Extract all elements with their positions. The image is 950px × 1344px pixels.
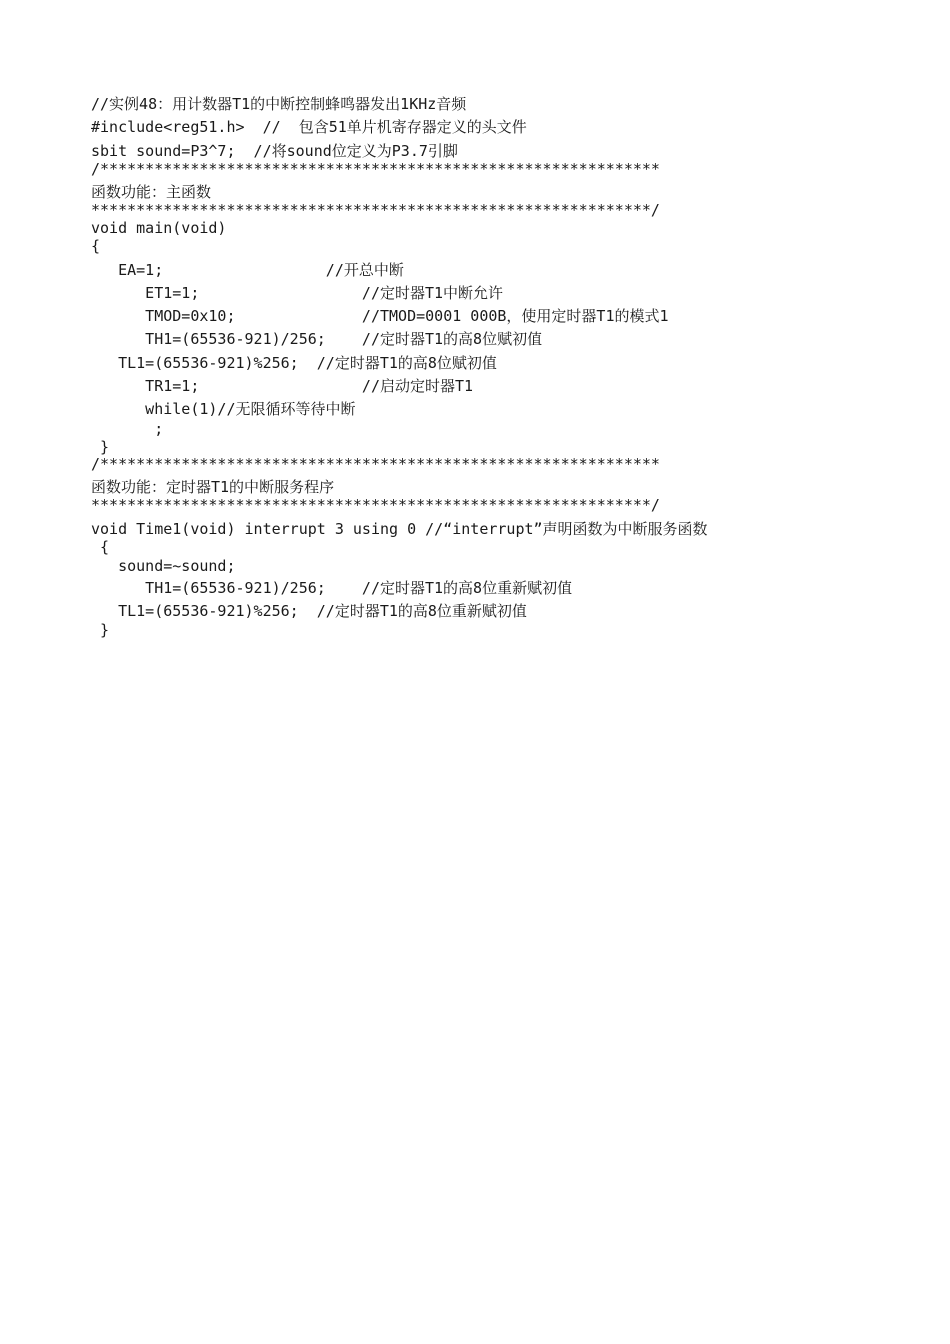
- comment-main-function: 函数功能：主函数: [91, 183, 212, 201]
- comment-isr-function: 函数功能：定时器T1的中断服务程序: [91, 478, 335, 496]
- code-line-et1: ET1=1; //定时器T1中断允许: [91, 284, 504, 302]
- comment-border-open: /**************************************************************: [91, 160, 660, 178]
- comment-border-close: **************************************************************/: [91, 201, 660, 219]
- code-line-isr-signature: void Time1(void) interrupt 3 using 0 //“interrupt”声明函数为中断服务函数: [91, 520, 708, 538]
- code-line-include: #include<reg51.h> // 包含51单片机寄存器定义的头文件: [91, 118, 527, 136]
- code-line-while: while(1)//无限循环等待中断: [91, 400, 356, 418]
- code-line-isr-th1: TH1=(65536-921)/256; //定时器T1的高8位重新赋初值: [91, 579, 573, 597]
- code-line-tr1: TR1=1; //启动定时器T1: [91, 377, 474, 395]
- code-line-title: //实例48：用计数器T1的中断控制蜂鸣器发出1KHz音频: [91, 95, 467, 113]
- code-line-th1: TH1=(65536-921)/256; //定时器T1的高8位赋初值: [91, 330, 543, 348]
- code-line-ea: EA=1; //开总中断: [91, 261, 404, 279]
- code-line-main-signature: void main(void): [91, 219, 227, 237]
- code-line-empty-statement: ;: [91, 420, 164, 438]
- code-line-isr-open-brace: {: [91, 538, 110, 556]
- comment-border-open-2: /**************************************************************: [91, 455, 660, 473]
- comment-border-close-2: **************************************************************/: [91, 496, 660, 514]
- code-line-tl1: TL1=(65536-921)%256; //定时器T1的高8位赋初值: [91, 354, 497, 372]
- code-line-open-brace: {: [91, 237, 101, 255]
- code-line-sound-toggle: sound=~sound;: [91, 557, 236, 575]
- code-line-isr-close-brace: }: [91, 621, 110, 639]
- code-line-tmod: TMOD=0x10; //TMOD=0001 000B，使用定时器T1的模式1: [91, 307, 669, 325]
- code-line-isr-tl1: TL1=(65536-921)%256; //定时器T1的高8位重新赋初值: [91, 602, 527, 620]
- code-line-sbit: sbit sound=P3^7; //将sound位定义为P3.7引脚: [91, 142, 458, 160]
- code-line-close-brace: }: [91, 438, 110, 456]
